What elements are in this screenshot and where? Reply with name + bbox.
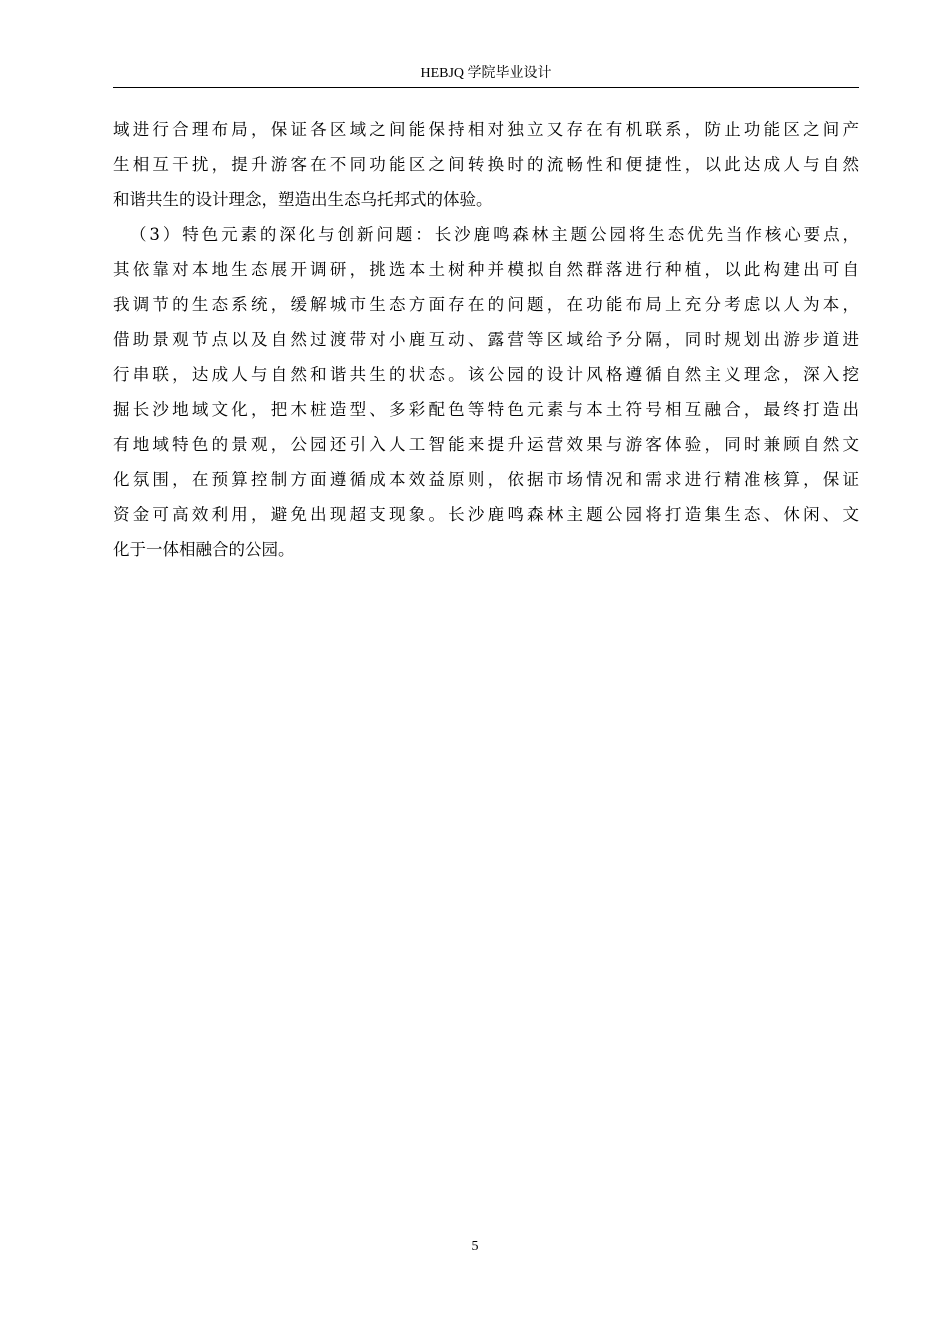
text-line: 域进行合理布局，保证各区域之间能保持相对独立又存在有机联系，防止功能区之间产	[113, 120, 859, 139]
page-header: HEBJQ 学院毕业设计	[420, 66, 552, 81]
text-line: 其依靠对本地生态展开调研，挑选本土树种并模拟自然群落进行种植，以此构建出可自	[113, 260, 859, 279]
header-rule	[113, 87, 859, 88]
text-line: 掘长沙地域文化，把木桩造型、多彩配色等特色元素与本土符号相互融合，最终打造出	[113, 400, 859, 419]
text-line: （3）特色元素的深化与创新问题：长沙鹿鸣森林主题公园将生态优先当作核心要点，	[130, 225, 859, 244]
text-line: 化于一体相融合的公园。	[113, 540, 295, 559]
text-line: 资金可高效利用，避免出现超支现象。长沙鹿鸣森林主题公园将打造集生态、休闲、文	[113, 505, 859, 524]
page-number: 5	[471, 1239, 479, 1254]
text-line: 有地域特色的景观，公园还引入人工智能来提升运营效果与游客体验，同时兼顾自然文	[113, 435, 859, 454]
text-line: 生相互干扰，提升游客在不同功能区之间转换时的流畅性和便捷性，以此达成人与自然	[113, 155, 859, 174]
text-line: 我调节的生态系统，缓解城市生态方面存在的问题，在功能布局上充分考虑以人为本，	[113, 295, 859, 314]
text-line: 和谐共生的设计理念，塑造出生态乌托邦式的体验。	[113, 190, 493, 209]
text-line: 行串联，达成人与自然和谐共生的状态。该公园的设计风格遵循自然主义理念，深入挖	[113, 365, 859, 384]
text-line: 化氛围，在预算控制方面遵循成本效益原则，依据市场情况和需求进行精准核算，保证	[113, 470, 859, 489]
body-text	[113, 112, 859, 567]
text-line: 借助景观节点以及自然过渡带对小鹿互动、露营等区域给予分隔，同时规划出游步道进	[113, 330, 859, 349]
